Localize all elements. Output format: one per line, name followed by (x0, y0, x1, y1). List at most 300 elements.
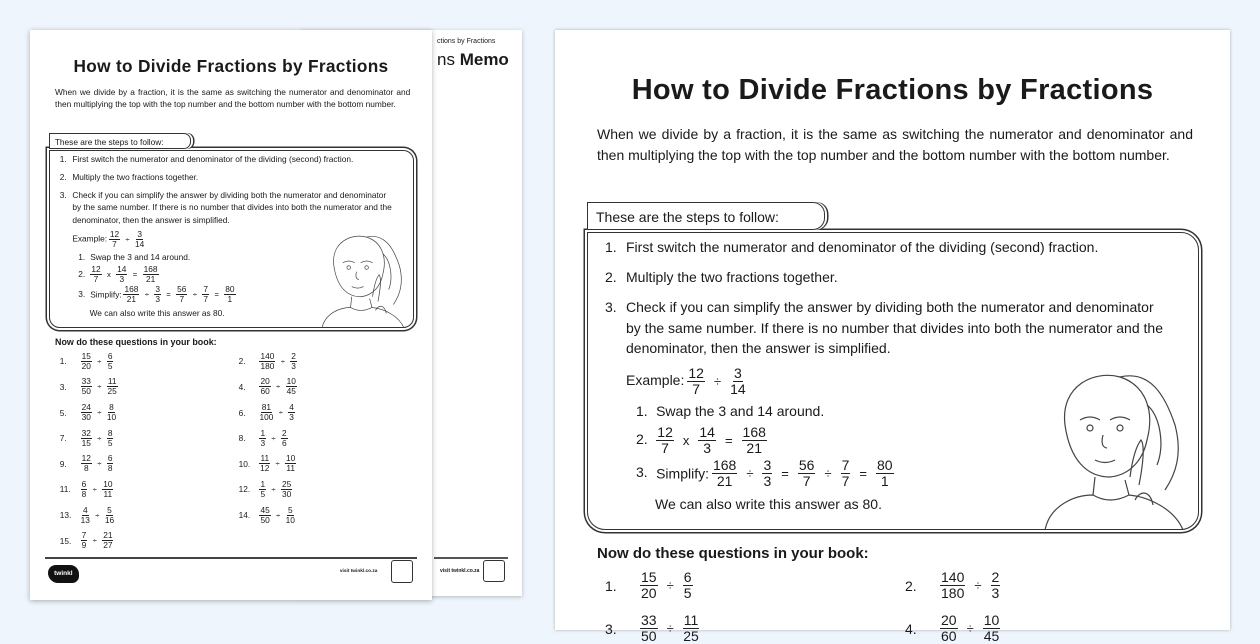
numerator: 56 (798, 457, 815, 473)
numerator: 11 (260, 453, 270, 464)
dividend-fraction (81, 480, 88, 499)
sub-step-text: Swap the 3 and 14 around. (656, 403, 825, 419)
numerator: 32 (81, 427, 91, 438)
question-number: 3. (605, 620, 617, 637)
denominator: 180 (941, 585, 965, 601)
question-number: 3. (59, 381, 67, 392)
divisor-fraction (102, 480, 113, 499)
footer-visit-text: visit twinkl.co.za (440, 568, 480, 574)
dividend-fraction (81, 403, 92, 422)
fraction (116, 265, 127, 284)
denominator: 16 (104, 514, 115, 525)
numerator: 80 (225, 284, 235, 295)
question-item (239, 403, 297, 422)
fraction (712, 458, 737, 489)
question-item (60, 352, 115, 371)
numerator: 7 (203, 284, 209, 295)
numerator: 2 (282, 427, 287, 438)
denominator: 20 (641, 585, 657, 601)
operator: = (859, 466, 867, 481)
numerator: 4 (289, 402, 294, 413)
fraction (762, 458, 772, 489)
denominator: 30 (81, 412, 91, 423)
operator: ÷ (97, 459, 102, 469)
example-step-2 (78, 265, 160, 284)
fraction (202, 285, 209, 304)
intro-paragraph: When we divide by a fraction, it is the same as switching the numerator and denominator and then multiplying the top with the top number and the bottom number with the bottom number. (55, 87, 411, 110)
numerator: 81 (261, 402, 272, 413)
numerator: 168 (742, 424, 766, 440)
question-number: 6. (238, 407, 246, 418)
denominator: 3 (763, 473, 772, 489)
denominator: 9 (81, 540, 87, 551)
denominator: 30 (282, 488, 292, 499)
step-text: Multiply the two fractions together. (72, 172, 199, 183)
denominator: 60 (941, 628, 957, 644)
sub-step-number: 3. (78, 288, 86, 299)
example-line (626, 366, 749, 397)
fraction (109, 230, 120, 249)
numerator: 12 (81, 453, 91, 464)
steps-label: These are the steps to follow: (49, 133, 191, 150)
denominator: 50 (81, 386, 91, 397)
numerator: 10 (286, 376, 296, 387)
operator: = (781, 466, 789, 481)
operator: ÷ (746, 466, 754, 481)
fraction (123, 285, 139, 304)
step-text: First switch the numerator and denominator of the dividing (second) fraction. (626, 239, 1099, 255)
question-item (239, 454, 298, 473)
dividend-fraction (259, 377, 270, 396)
numerator: 168 (712, 457, 737, 473)
question-item (605, 570, 696, 601)
footer-divider (45, 557, 417, 559)
simplify-label: Simplify: (90, 289, 122, 300)
denominator: 15 (81, 437, 91, 448)
dividend-fraction (259, 506, 270, 525)
denominator: 13 (80, 514, 90, 525)
question-number: 14. (238, 510, 251, 521)
step-text: Multiply the two fractions together. (626, 269, 838, 285)
question-number: 9. (59, 458, 67, 469)
step-number: 2. (605, 269, 617, 285)
divisor-fraction (281, 429, 288, 448)
denominator: 5 (107, 360, 113, 371)
question-number: 13. (59, 510, 72, 521)
question-item (60, 429, 115, 448)
fraction (698, 425, 716, 456)
numerator: 12 (91, 264, 101, 275)
quality-badge-icon (483, 560, 505, 582)
dividend-fraction (81, 429, 92, 448)
divisor-fraction (290, 352, 297, 371)
numerator: 168 (143, 264, 158, 275)
sub-step-number: 3. (636, 464, 648, 481)
denominator: 5 (260, 488, 266, 499)
footer-divider (434, 557, 508, 559)
operator: ÷ (97, 433, 102, 443)
denominator: 3 (155, 294, 160, 305)
worksheet-thumbnail[interactable] (30, 30, 432, 600)
sub-step-number: 2. (636, 431, 648, 448)
denominator: 45 (983, 628, 1000, 644)
denominator: 7 (93, 274, 99, 285)
dividend-fraction (940, 613, 958, 644)
question-item (239, 429, 290, 448)
operator: ÷ (95, 510, 100, 520)
operator: ÷ (278, 408, 283, 418)
question-item (239, 480, 294, 499)
divisor-fraction (983, 613, 1001, 644)
step-item (60, 171, 397, 183)
questions-heading: Now do these questions in your book: (55, 336, 217, 347)
dividend-fraction (81, 377, 92, 396)
denominator: 27 (103, 540, 113, 551)
question-number: 2. (905, 577, 917, 594)
step-number: 1. (605, 239, 617, 255)
divisor-fraction (102, 531, 113, 550)
denominator: 21 (716, 473, 733, 489)
divisor-fraction (107, 352, 114, 371)
fraction (841, 458, 851, 489)
question-number: 10. (238, 458, 251, 469)
numerator: 33 (81, 376, 91, 387)
divisor-fraction (105, 506, 114, 525)
numerator: 6 (81, 478, 87, 489)
step-number: 3. (59, 190, 67, 201)
numerator: 3 (137, 229, 142, 240)
operator: = (724, 433, 733, 448)
denominator: 14 (730, 381, 746, 397)
page-title: How to Divide Fractions by Fractions (631, 74, 1154, 106)
numerator: 10 (103, 478, 113, 489)
step-number: 2. (59, 172, 67, 183)
denominator: 7 (802, 473, 811, 489)
back-page-header: ctions by Fractions (437, 38, 496, 45)
numerator: 3 (733, 365, 742, 381)
divisor-fraction (286, 506, 295, 525)
question-number: 7. (59, 433, 67, 444)
question-number: 8. (238, 433, 246, 444)
numerator: 2 (991, 569, 1000, 585)
numerator: 168 (124, 284, 139, 295)
back-title-fragment: ns (437, 50, 455, 69)
example-label: Example: (72, 233, 108, 244)
sub-step-number: 2. (78, 269, 86, 280)
numerator: 80 (876, 457, 893, 473)
question-number: 2. (238, 356, 246, 367)
dividend-fraction (81, 531, 88, 550)
fraction (742, 425, 767, 456)
operator: = (132, 270, 138, 280)
question-item (60, 403, 118, 422)
question-item (60, 480, 115, 499)
example-step-1 (78, 252, 190, 262)
numerator: 20 (260, 376, 270, 387)
dividend-fraction (259, 352, 275, 371)
example-step-3 (636, 458, 897, 489)
question-number: 11. (59, 484, 71, 495)
step-item (605, 237, 1170, 258)
quality-badge-icon (391, 560, 413, 582)
numerator: 56 (177, 284, 187, 295)
question-item (60, 506, 116, 525)
step-item (60, 189, 397, 226)
question-number: 15. (59, 535, 72, 546)
step-item (605, 297, 1170, 359)
fraction (143, 265, 159, 284)
operator: ÷ (125, 235, 130, 245)
divisor-fraction (107, 454, 114, 473)
operator: ÷ (192, 290, 198, 300)
denominator: 100 (259, 412, 274, 423)
step-number: 3. (605, 299, 617, 315)
denominator: 21 (746, 440, 762, 456)
divisor-fraction (107, 429, 114, 448)
denominator: 6 (282, 437, 287, 448)
denominator: 7 (692, 381, 701, 397)
numerator: 7 (81, 530, 87, 541)
numerator: 12 (109, 229, 120, 240)
question-item (60, 377, 119, 396)
numerator: 10 (983, 612, 1000, 628)
operator: ÷ (974, 578, 982, 593)
twinkl-logo: twinkl (48, 565, 79, 583)
dividend-fraction (259, 480, 266, 499)
sub-step-number: 1. (78, 252, 86, 263)
numerator: 6 (107, 453, 113, 464)
numerator: 11 (107, 376, 117, 387)
denominator: 1 (227, 294, 233, 305)
denominator: 8 (81, 488, 87, 499)
fraction (798, 458, 816, 489)
question-number: 5. (59, 407, 67, 418)
operator: ÷ (92, 536, 97, 546)
step-number: 1. (59, 154, 67, 165)
numerator: 15 (641, 569, 657, 585)
numerator: 7 (841, 457, 850, 473)
dividend-fraction (81, 352, 92, 371)
divisor-fraction (683, 613, 700, 644)
step-text: Check if you can simplify the answer by dividing both the numerator and denominator by the same number. If there is no number that divides into both the numerator and the denominator, then the answer is simplified. (72, 190, 392, 225)
question-item (239, 377, 299, 396)
question-number: 4. (238, 381, 246, 392)
example-step-2 (636, 425, 770, 456)
numerator: 140 (941, 569, 965, 585)
numerator: 14 (117, 264, 127, 275)
denominator: 12 (260, 463, 270, 474)
operator: ÷ (97, 408, 102, 418)
numerator: 8 (107, 427, 113, 438)
divisor-fraction (288, 403, 295, 422)
denominator: 25 (683, 628, 699, 644)
denominator: 60 (260, 386, 270, 397)
numerator: 25 (282, 478, 292, 489)
step-text: First switch the numerator and denominator of the dividing (second) fraction. (72, 154, 354, 165)
step-text: Check if you can simplify the answer by dividing both the numerator and denominator by the same number. If there is no number that divides into both the numerator and the denominator, then the answer is simplified. (626, 299, 1163, 356)
numerator: 12 (688, 365, 704, 381)
operator: ÷ (666, 621, 674, 636)
worksheet-page (30, 30, 432, 600)
denominator: 5 (107, 437, 113, 448)
numerator: 11 (683, 612, 699, 628)
denominator: 11 (286, 463, 295, 474)
divisor-fraction (285, 454, 296, 473)
denominator: 10 (106, 412, 117, 423)
dividend-fraction (259, 403, 273, 422)
denominator: 3 (289, 412, 294, 423)
operator: x (106, 270, 111, 280)
denominator: 8 (83, 463, 89, 474)
operator: ÷ (92, 484, 97, 494)
numerator: 21 (103, 530, 113, 541)
fraction (90, 265, 101, 284)
numerator: 20 (941, 612, 957, 628)
fraction (224, 285, 235, 304)
divisor-fraction (991, 570, 1001, 601)
operator: ÷ (966, 621, 974, 636)
denominator: 21 (126, 294, 137, 305)
operator: = (166, 290, 171, 300)
denominator: 25 (107, 386, 117, 397)
numerator: 10 (286, 453, 296, 464)
example-note: We can also write this answer as 80. (655, 496, 882, 512)
denominator: 7 (841, 473, 850, 489)
numerator: 4 (82, 504, 88, 515)
example-step-3 (78, 285, 237, 304)
back-page-title (437, 50, 509, 70)
divisor-fraction (281, 480, 292, 499)
question-number: 12. (238, 484, 251, 495)
operator: ÷ (97, 382, 102, 392)
question-item (239, 352, 299, 371)
step-item (60, 153, 397, 165)
numerator: 1 (260, 478, 266, 489)
fraction (176, 285, 187, 304)
steps-label: These are the steps to follow: (587, 202, 825, 230)
operator: = (214, 290, 219, 300)
denominator: 45 (286, 386, 296, 397)
numerator: 15 (81, 350, 91, 361)
fraction (687, 366, 705, 397)
denominator: 3 (991, 585, 1000, 601)
numerator: 12 (657, 424, 673, 440)
denominator: 7 (179, 294, 185, 305)
denominator: 180 (260, 360, 275, 371)
footer-visit-text: visit twinkl.co.za (339, 569, 378, 575)
divisor-fraction (683, 570, 693, 601)
operator: x (682, 433, 690, 448)
question-number: 4. (905, 620, 917, 637)
dividend-fraction (640, 570, 658, 601)
numerator: 3 (155, 284, 160, 295)
numerator: 8 (109, 402, 114, 413)
dividend-fraction (259, 429, 266, 448)
denominator: 7 (112, 239, 117, 250)
operator: ÷ (271, 433, 276, 443)
denominator: 1 (880, 473, 889, 489)
numerator: 1 (260, 427, 266, 438)
operator: ÷ (97, 356, 102, 366)
divisor-fraction (107, 377, 118, 396)
denominator: 7 (661, 440, 669, 456)
operator: ÷ (713, 374, 722, 389)
denominator: 21 (145, 274, 156, 285)
fraction (876, 458, 894, 489)
sub-step-text: Swap the 3 and 14 around. (90, 252, 191, 263)
operator: ÷ (666, 578, 674, 593)
question-item (905, 570, 1003, 601)
simplify-label: Simplify: (656, 465, 709, 482)
thinking-girl-illustration (1025, 365, 1195, 530)
thinking-girl-illustration (310, 230, 411, 328)
dividend-fraction (259, 454, 270, 473)
operator: ÷ (280, 356, 285, 366)
denominator: 3 (260, 437, 266, 448)
fraction (656, 425, 674, 456)
numerator: 5 (287, 504, 293, 515)
intro-paragraph: When we divide by a fraction, it is the same as switching the numerator and denominator and then multiplying the top with the top number and the bottom number with the bottom number. (597, 126, 1193, 163)
operator: ÷ (824, 466, 832, 481)
example-label: Example: (626, 372, 685, 389)
worksheet-page (555, 30, 1230, 644)
numerator: 5 (107, 504, 112, 515)
question-number: 1. (605, 577, 617, 594)
denominator: 3 (703, 440, 712, 456)
denominator: 8 (107, 463, 113, 474)
dividend-fraction (81, 506, 90, 525)
numerator: 6 (683, 569, 692, 585)
dividend-fraction (81, 454, 92, 473)
numerator: 2 (291, 350, 296, 361)
operator: ÷ (275, 459, 280, 469)
divisor-fraction (286, 377, 297, 396)
back-title-bold: Memo (459, 50, 509, 69)
fraction (154, 285, 161, 304)
numerator: 140 (260, 350, 275, 361)
numerator: 24 (81, 402, 91, 413)
denominator: 7 (203, 294, 209, 305)
denominator: 14 (135, 239, 145, 250)
denominator: 50 (641, 628, 657, 644)
denominator: 50 (260, 514, 270, 525)
denominator: 5 (683, 585, 692, 601)
denominator: 11 (103, 488, 113, 499)
questions-heading: Now do these questions in your book: (597, 545, 869, 562)
dividend-fraction (940, 570, 965, 601)
denominator: 3 (119, 274, 125, 285)
question-item (239, 506, 297, 525)
operator: ÷ (276, 510, 281, 520)
question-item (60, 531, 115, 550)
question-item (905, 613, 1003, 644)
numerator: 14 (699, 424, 715, 440)
denominator: 10 (285, 514, 295, 525)
numerator: 33 (641, 612, 657, 628)
numerator: 3 (763, 457, 772, 473)
fraction (730, 366, 746, 397)
worksheet-preview (555, 30, 1230, 644)
operator: ÷ (144, 290, 149, 300)
numerator: 45 (260, 504, 270, 515)
divisor-fraction (107, 403, 116, 422)
example-step-1 (636, 403, 824, 419)
denominator: 20 (81, 360, 91, 371)
numerator: 6 (107, 350, 113, 361)
operator: ÷ (271, 484, 276, 494)
question-number: 1. (59, 356, 67, 367)
example-line (72, 230, 146, 249)
